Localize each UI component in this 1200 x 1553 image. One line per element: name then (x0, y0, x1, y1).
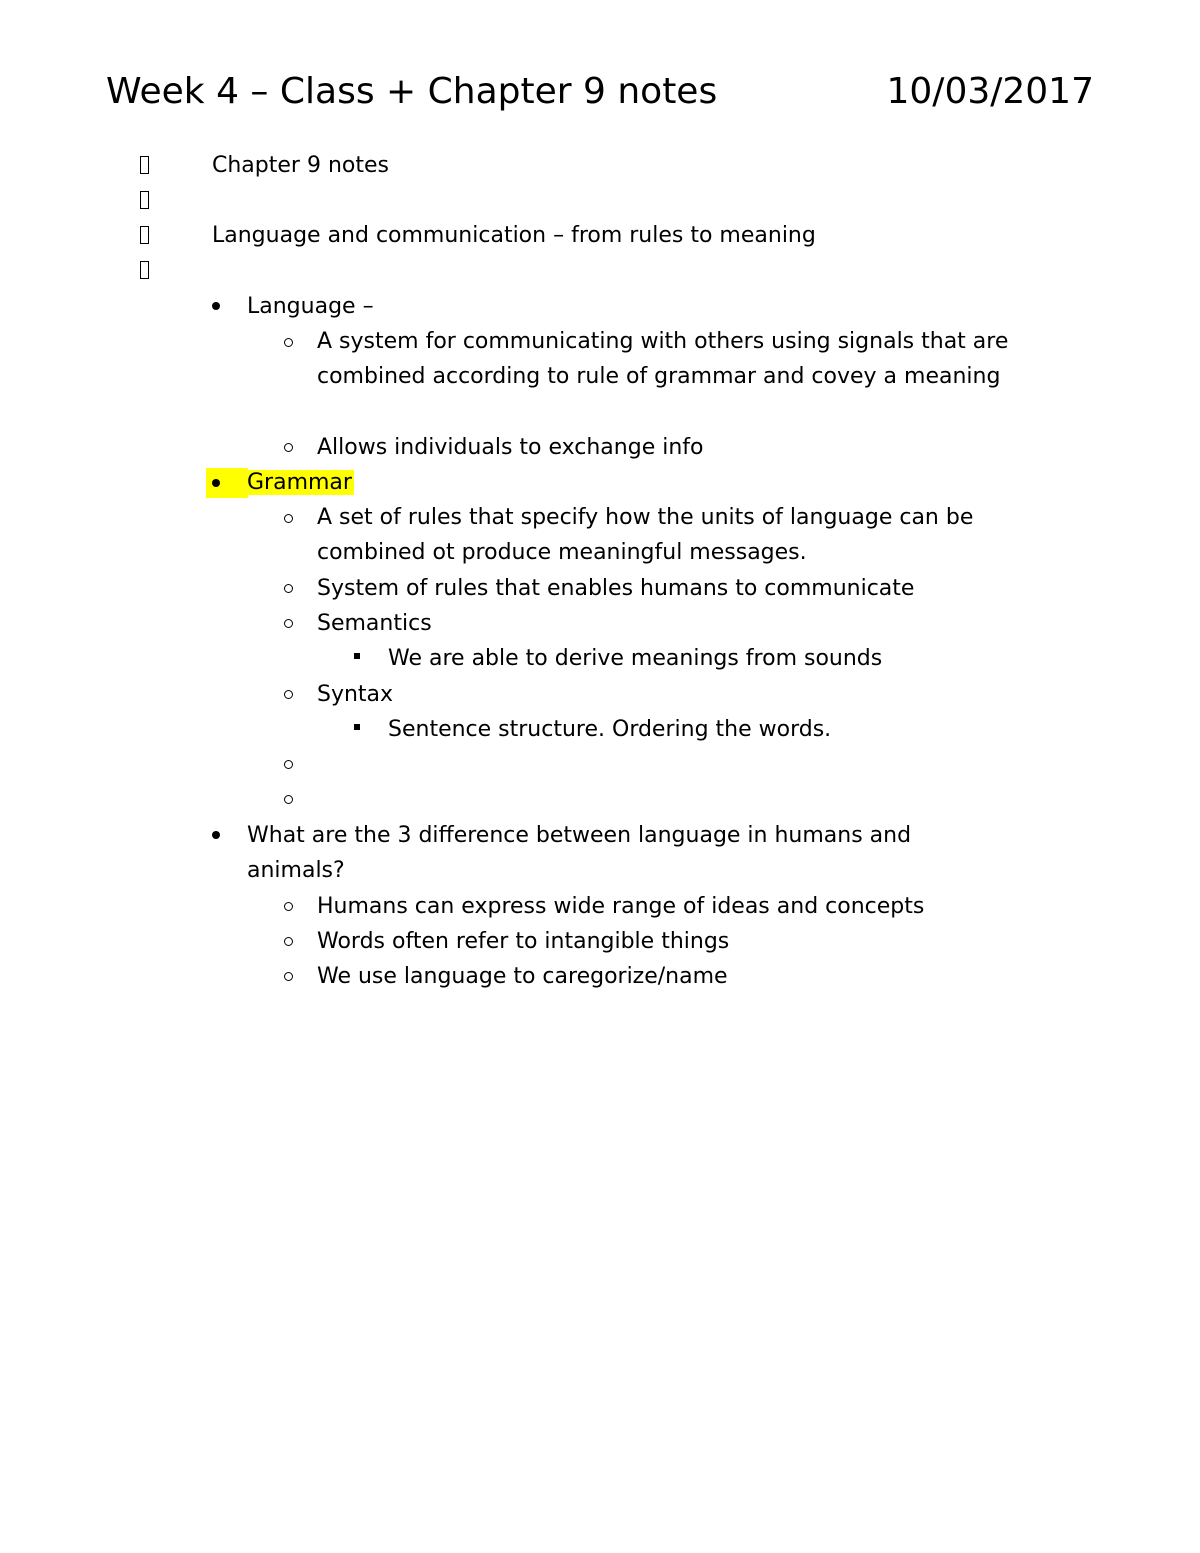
circle-bullet-icon (284, 972, 293, 981)
grammar-label: Grammar (247, 470, 352, 495)
intro-line (0, 185, 1200, 220)
language-point: Allows individuals to exchange info (317, 435, 704, 460)
semantics-detail: We are able to derive meanings from sounds (388, 646, 883, 671)
page-title: Week 4 – Class + Chapter 9 notes (106, 71, 718, 112)
circle-bullet-icon (284, 760, 293, 769)
missing-glyph-icon (140, 261, 149, 279)
grammar-point: A set of rules that specify how the units of language can be combined ot produce meaningful messages. (317, 505, 974, 565)
outline-item-grammar (247, 465, 354, 500)
circle-bullet-icon (284, 584, 293, 593)
page-date: 10/03/2017 (886, 71, 1094, 112)
grammar-point-semantics: Semantics (317, 611, 432, 636)
disc-bullet-icon (212, 302, 220, 310)
missing-glyph-icon (140, 191, 149, 209)
circle-bullet-icon (284, 795, 293, 804)
outline-item-question: What are the 3 difference between language in humans and animals? (247, 823, 912, 883)
grammar-point-syntax: Syntax (317, 682, 394, 707)
circle-bullet-icon (284, 338, 293, 347)
title-row (106, 68, 1094, 116)
disc-bullet-icon (212, 831, 220, 839)
question-answer: We use language to caregorize/name (317, 964, 728, 989)
intro-line (0, 220, 1200, 255)
missing-glyph-icon (140, 156, 149, 174)
circle-bullet-icon (284, 902, 293, 911)
intro-line (0, 150, 1200, 185)
circle-bullet-icon (284, 937, 293, 946)
question-answer: Humans can express wide range of ideas and concepts (317, 894, 925, 919)
question-answer: Words often refer to intangible things (317, 929, 730, 954)
missing-glyph-icon (140, 226, 149, 244)
intro-text: Language and communication – from rules to meaning (212, 223, 816, 248)
circle-bullet-icon (284, 690, 293, 699)
language-point: A system for communicating with others using signals that are combined according to rule of grammar and covey a meaning (317, 329, 1009, 389)
circle-bullet-icon (284, 443, 293, 452)
square-bullet-icon (354, 653, 360, 659)
disc-bullet-icon (212, 479, 220, 487)
intro-text: Chapter 9 notes (212, 153, 389, 178)
grammar-point: System of rules that enables humans to communicate (317, 576, 915, 601)
square-bullet-icon (354, 724, 360, 730)
circle-bullet-icon (284, 619, 293, 628)
circle-bullet-icon (284, 514, 293, 523)
intro-line (0, 255, 1200, 290)
syntax-detail: Sentence structure. Ordering the words. (388, 717, 832, 742)
outline-item-language: Language – (247, 294, 374, 319)
